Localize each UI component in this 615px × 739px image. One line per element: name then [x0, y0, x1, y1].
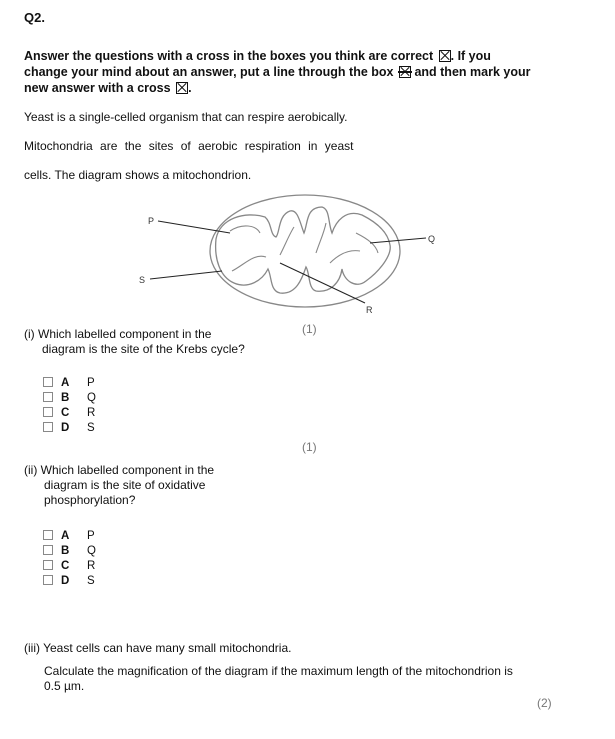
part-iii-line2: Calculate the magnification of the diagram if the maximum length of the mitochondrion is	[44, 664, 513, 678]
answer-checkbox[interactable]	[43, 560, 53, 570]
intro-line1: Yeast is a single-celled organism that can respire aerobically.	[24, 110, 348, 124]
label-line-s	[150, 271, 222, 279]
mitochondrion-diagram	[130, 193, 450, 318]
inner-membrane-cristae	[216, 207, 391, 293]
instructions-line2: change your mind about an answer, put a line through the box	[24, 65, 394, 79]
answer-checkbox[interactable]	[43, 575, 53, 585]
option-c[interactable]: C R	[43, 560, 95, 572]
part-i-line2: diagram is the site of the Krebs cycle?	[42, 342, 245, 356]
intro-line3: cells. The diagram shows a mitochondrion.	[24, 168, 252, 182]
option-b[interactable]: B Q	[43, 545, 96, 557]
label-s: S	[139, 275, 146, 285]
part-i-question	[24, 327, 245, 357]
instructions-line1-end: . If you	[450, 49, 491, 63]
answer-checkbox[interactable]	[43, 377, 53, 387]
instructions-line1: Answer the questions with a cross in the boxes you think are correct	[24, 49, 434, 63]
label-r: R	[366, 305, 373, 315]
instructions-line3: new answer with a cross	[24, 81, 171, 95]
crista-fold	[232, 256, 266, 271]
question-number: Q2.	[24, 10, 45, 25]
option-b[interactable]: B Q	[43, 392, 96, 404]
part-ii-marks: (1)	[302, 440, 317, 454]
answer-checkbox[interactable]	[43, 422, 53, 432]
part-ii-line1: (ii) Which labelled component in the	[24, 463, 215, 477]
option-a[interactable]: A P	[43, 377, 95, 389]
part-ii-question	[24, 463, 214, 508]
part-i-marks: (1)	[302, 322, 317, 336]
struck-cross-box-icon	[399, 66, 411, 78]
instructions	[24, 48, 594, 96]
part-i-line1: (i) Which labelled component in the	[24, 327, 212, 341]
part-ii-line2: diagram is the site of oxidative	[44, 478, 206, 492]
instructions-line3-end: .	[188, 81, 192, 95]
crista-fold	[230, 226, 260, 233]
option-d[interactable]: D S	[43, 422, 95, 434]
part-iii-marks: (2)	[537, 696, 552, 710]
part-ii-line3: phosphorylation?	[44, 493, 136, 507]
cross-box-icon	[439, 50, 451, 62]
crista-fold	[280, 227, 294, 255]
answer-checkbox[interactable]	[43, 392, 53, 402]
part-iii-line1: (iii) Yeast cells can have many small mitochondria.	[24, 641, 292, 655]
option-c[interactable]: C R	[43, 407, 95, 419]
cross-box-icon	[176, 82, 188, 94]
label-p: P	[148, 216, 155, 226]
intro-line2: Mitochondria are the sites of aerobic respiration in yeast	[24, 139, 354, 153]
label-q: Q	[428, 234, 436, 244]
answer-checkbox[interactable]	[43, 545, 53, 555]
part-iii-text	[44, 664, 584, 694]
instructions-line2-end: and then mark your	[414, 65, 531, 79]
outer-membrane	[210, 195, 400, 307]
answer-checkbox[interactable]	[43, 407, 53, 417]
crista-fold	[316, 223, 326, 253]
option-a[interactable]: A P	[43, 530, 95, 542]
answer-checkbox[interactable]	[43, 530, 53, 540]
part-iii-line3: 0.5 µm.	[44, 679, 85, 693]
option-d[interactable]: D S	[43, 575, 95, 587]
crista-fold	[330, 251, 360, 263]
